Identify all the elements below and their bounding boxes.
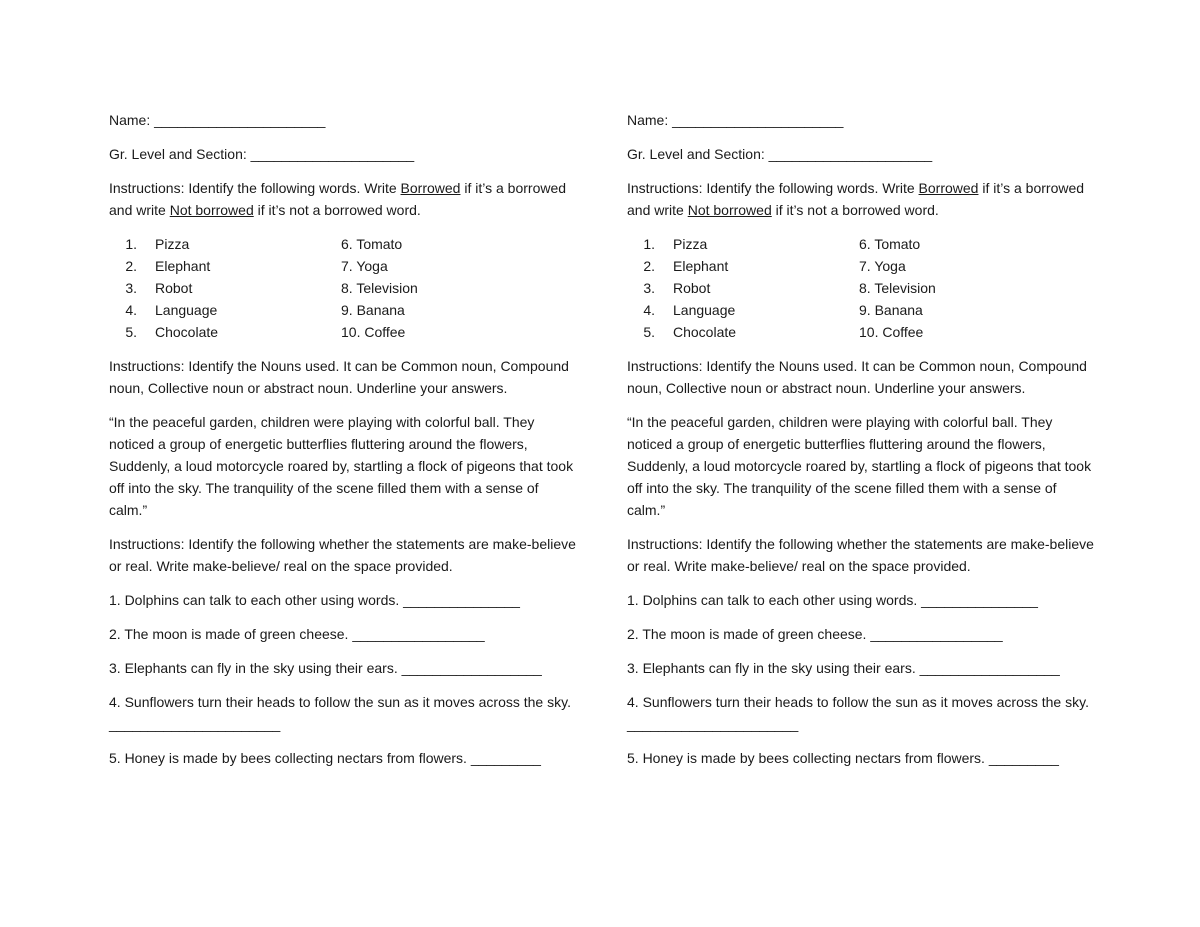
instructions-make-believe: Instructions: Identify the following whether the statements are make-believe or real. Write make-believe/ real on the space provided. [109,536,576,574]
word-item: 8. Television [859,280,936,296]
word-number: 2. [125,258,137,274]
word-number: 3. [125,280,137,296]
word-number: 5. [125,324,137,340]
instr-text: Instructions: Identify the following words. Write [627,180,919,196]
word-item: 7. Yoga [341,258,388,274]
word-item: 7. Yoga [859,258,906,274]
word-number: 1. [643,236,655,252]
name-line: Name: ______________________ [109,112,326,128]
word-number: 4. [125,302,137,318]
statement-item: 2. The moon is made of green cheese. _________________ [109,626,485,642]
instructions-nouns: Instructions: Identify the Nouns used. It can be Common noun, Compound noun, Collective noun or abstract noun. Underline your answers. [109,358,569,396]
statement-item: 2. The moon is made of green cheese. _________________ [627,626,1003,642]
borrowed-term: Borrowed [400,180,461,196]
word-number: 3. [643,280,655,296]
not-borrowed-term: Not borrowed [687,202,772,218]
word-item: 9. Banana [341,302,405,318]
word-list-left [109,233,341,343]
not-borrowed-term: Not borrowed [169,202,254,218]
word-text: Chocolate [155,324,219,340]
word-item: 6. Tomato [341,236,403,252]
word-item [627,277,859,299]
word-item [109,255,341,277]
instr-text: Instructions: Identify the following words. Write [109,180,401,196]
word-text: Language [155,302,218,318]
statement-item: 3. Elephants can fly in the sky using their ears. __________________ [109,660,542,676]
word-item [627,321,859,343]
word-text: Robot [155,280,193,296]
word-list-right [859,233,1059,343]
statement-list [627,589,1095,769]
borrowed-term: Borrowed [918,180,979,196]
word-item [109,233,341,255]
instructions-nouns: Instructions: Identify the Nouns used. It can be Common noun, Compound noun, Collective noun or abstract noun. Underline your answers. [627,358,1087,396]
word-item: 9. Banana [859,302,923,318]
word-item: 6. Tomato [859,236,921,252]
statement-item: 3. Elephants can fly in the sky using their ears. __________________ [627,660,1060,676]
word-number: 4. [643,302,655,318]
word-text: Language [673,302,736,318]
word-item [627,233,859,255]
word-number: 5. [643,324,655,340]
noun-passage: “In the peaceful garden, children were playing with colorful ball. They noticed a group of energetic butterflies fluttering around the flowers, Suddenly, a loud motorcycle roared by, startling a flock of pigeons that took off into the sky. The tranquility of the scene filled them with a sense of calm.” [109,414,574,518]
worksheet-left [109,109,577,769]
word-item: 10. Coffee [859,324,924,340]
word-text: Robot [673,280,711,296]
word-text: Elephant [155,258,211,274]
statement-item: 5. Honey is made by bees collecting nectars from flowers. _________ [109,750,541,766]
instr-text: if it’s not a borrowed word. [253,202,421,218]
statement-item: 4. Sunflowers turn their heads to follow the sun as it moves across the sky. ______________________ [109,694,571,732]
word-list-left [627,233,859,343]
word-item [109,299,341,321]
instructions-borrowed [109,177,577,221]
word-list [627,233,1095,343]
statement-item: 1. Dolphins can talk to each other using words. _______________ [627,592,1038,608]
word-number: 1. [125,236,137,252]
instr-text: if it’s a borrowed and write [627,180,1085,218]
grade-section-line: Gr. Level and Section: _____________________ [627,146,933,162]
word-text: Chocolate [673,324,737,340]
instr-text: if it’s not a borrowed word. [771,202,939,218]
word-text: Pizza [155,236,190,252]
word-text: Elephant [673,258,729,274]
word-item [109,277,341,299]
word-text: Pizza [673,236,708,252]
instr-text: if it’s a borrowed and write [109,180,567,218]
word-item: 10. Coffee [341,324,406,340]
name-line: Name: ______________________ [627,112,844,128]
word-item [109,321,341,343]
word-item: 8. Television [341,280,418,296]
statement-item: 5. Honey is made by bees collecting nectars from flowers. _________ [627,750,1059,766]
instructions-borrowed [627,177,1095,221]
instructions-make-believe: Instructions: Identify the following whether the statements are make-believe or real. Write make-believe/ real on the space provided. [627,536,1094,574]
word-list [109,233,577,343]
statement-list [109,589,577,769]
word-list-right [341,233,541,343]
statement-item: 4. Sunflowers turn their heads to follow the sun as it moves across the sky. ______________________ [627,694,1089,732]
word-number: 2. [643,258,655,274]
word-item [627,299,859,321]
worksheet-right [627,109,1095,769]
grade-section-line: Gr. Level and Section: _____________________ [109,146,415,162]
word-item [627,255,859,277]
statement-item: 1. Dolphins can talk to each other using words. _______________ [109,592,520,608]
noun-passage: “In the peaceful garden, children were playing with colorful ball. They noticed a group of energetic butterflies fluttering around the flowers, Suddenly, a loud motorcycle roared by, startling a flock of pigeons that took off into the sky. The tranquility of the scene filled them with a sense of calm.” [627,414,1092,518]
